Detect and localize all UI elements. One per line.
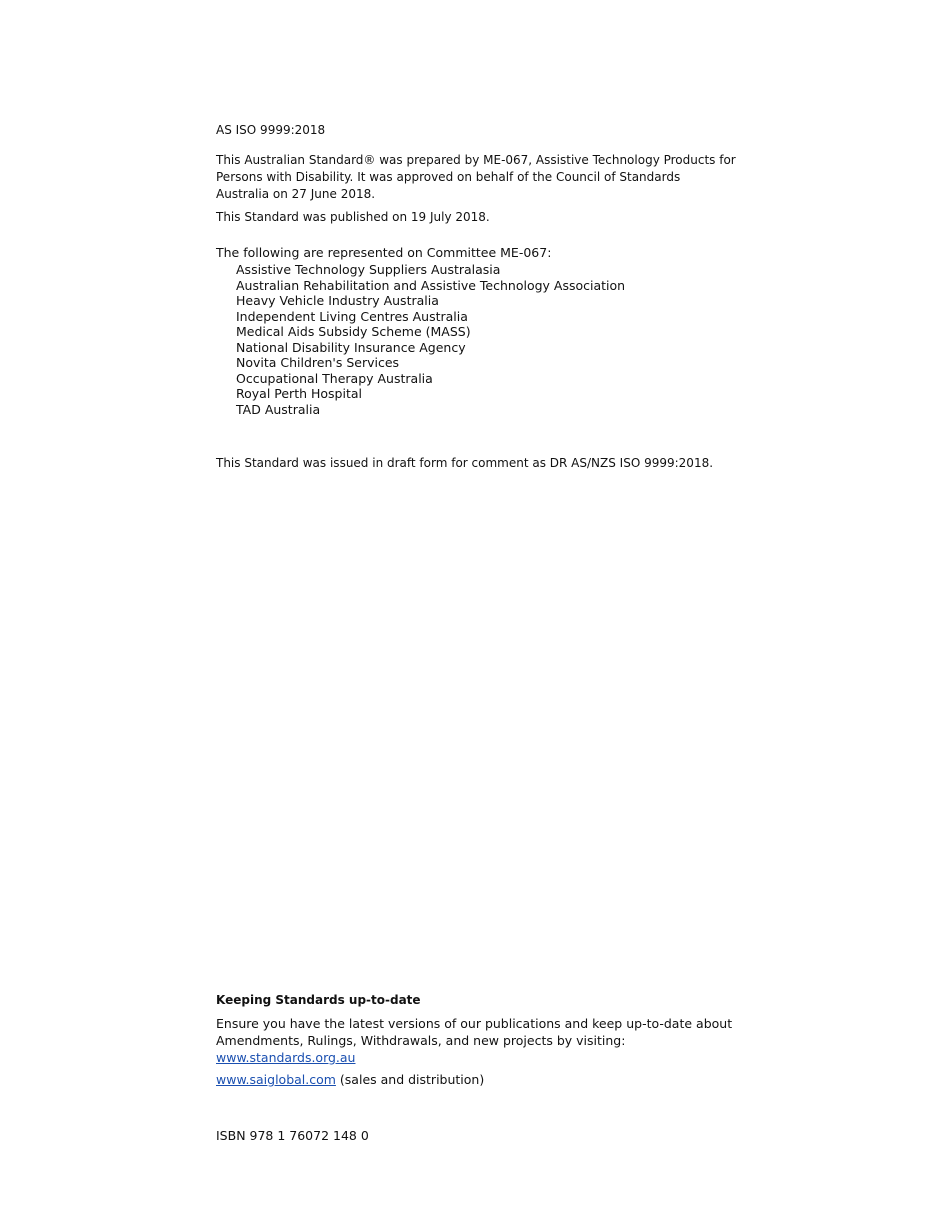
committee-member: TAD Australia xyxy=(236,401,321,417)
draft-note: This Standard was issued in draft form for comment as DR AS/NZS ISO 9999:2018. xyxy=(216,456,714,470)
standards-link-line xyxy=(216,1050,355,1066)
committee-member: National Disability Insurance Agency xyxy=(236,339,466,355)
committee-member: Occupational Therapy Australia xyxy=(236,370,433,386)
preparation-paragraph: This Australian Standard® was prepared by ME-067, Assistive Technology Products for Persons with Disability. It was approved on behalf of the Council of Standards Australia on 27 June 2018. xyxy=(216,153,736,201)
standards-website-link[interactable]: www.standards.org.au xyxy=(216,1050,356,1065)
committee-member: Australian Rehabilitation and Assistive Technology Association xyxy=(236,277,626,293)
committee-member-list xyxy=(236,262,625,417)
isbn: ISBN 978 1 76072 148 0 xyxy=(216,1128,369,1143)
committee-member: Medical Aids Subsidy Scheme (MASS) xyxy=(236,324,471,339)
saiglobal-suffix: (sales and distribution) xyxy=(339,1072,485,1087)
committee-member: Heavy Vehicle Industry Australia xyxy=(236,293,439,308)
saiglobal-website-link[interactable]: www.saiglobal.com xyxy=(216,1072,336,1087)
published-date-line: This Standard was published on 19 July 2018. xyxy=(216,210,490,224)
committee-member: Independent Living Centres Australia xyxy=(236,308,468,324)
committee-member: Royal Perth Hospital xyxy=(236,386,362,401)
keeping-up-to-date-heading: Keeping Standards up-to-date xyxy=(216,993,421,1007)
standard-number: AS ISO 9999:2018 xyxy=(216,123,326,137)
keeping-up-to-date-text: Ensure you have the latest versions of our publications and keep up-to-date about Amendments, Rulings, Withdrawals, and new projects by visiting: xyxy=(216,1016,733,1048)
committee-heading: The following are represented on Committee ME-067: xyxy=(216,245,552,260)
committee-member: Assistive Technology Suppliers Australasia xyxy=(236,262,501,277)
saiglobal-link-line xyxy=(216,1072,484,1088)
committee-member: Novita Children's Services xyxy=(236,355,400,370)
